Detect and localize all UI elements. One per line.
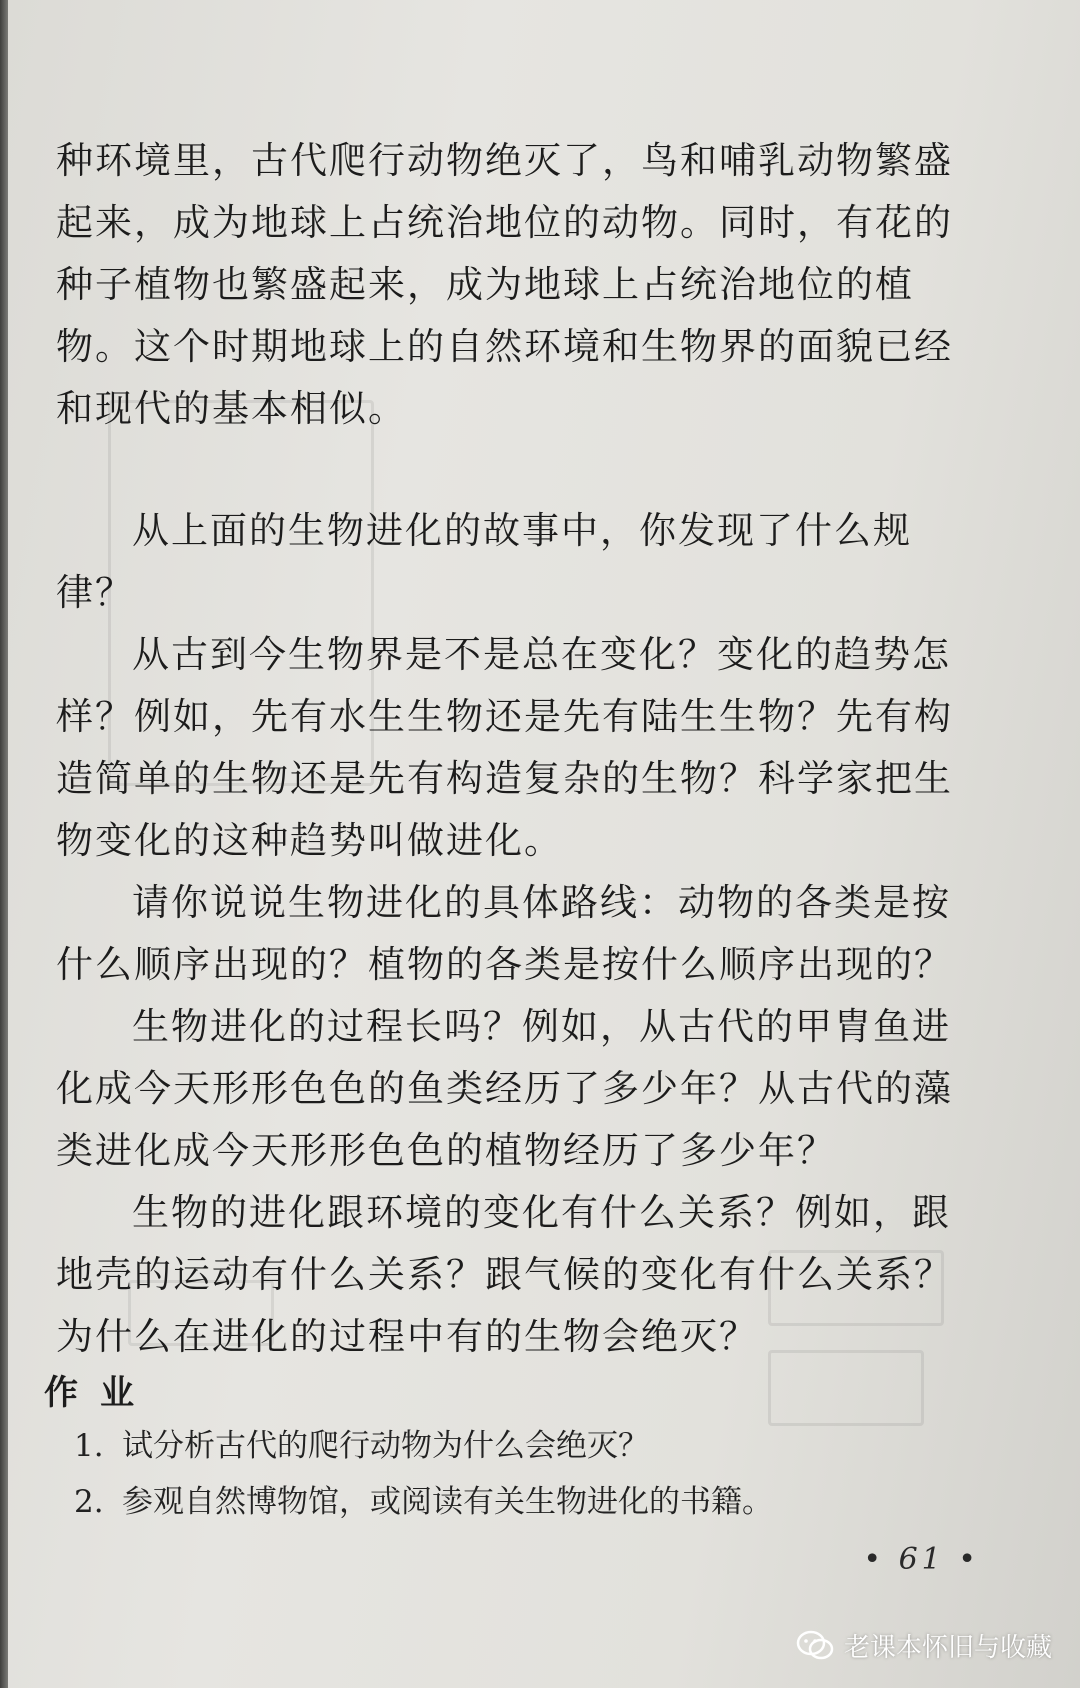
- paragraph: 种环境里，古代爬行动物绝灭了，鸟和哺乳动物繁盛起来，成为地球上占统治地位的动物。同时，有花的种子植物也繁盛起来，成为地球上占统治地位的植物。这个时期地球上的自然环境和生物界的面貌已经和现代的基本相似。: [56, 139, 953, 430]
- paragraph: 生物的进化跟环境的变化有什么关系？例如，跟地壳的运动有什么关系？跟气候的变化有什么关系？为什么在进化的过程中有的生物会绝灭？: [56, 1191, 953, 1358]
- paragraph: 从上面的生物进化的故事中，你发现了什么规律？: [56, 509, 912, 614]
- homework-item: [74, 1474, 773, 1530]
- wechat-icon: [796, 1630, 834, 1662]
- paragraph: 从古到今生物界是不是总在变化？变化的趋势怎样？例如，先有水生生物还是先有陆生生物？先有构造简单的生物还是先有构造复杂的生物？科学家把生物变化的这种趋势叫做进化。: [56, 633, 953, 862]
- homework-item-text: 参观自然博物馆，或阅读有关生物进化的书籍。: [122, 1484, 773, 1520]
- paragraph-block-top: [56, 130, 986, 440]
- homework-item: [74, 1418, 773, 1474]
- homework-item-number: 1.: [74, 1428, 104, 1464]
- homework-list: [74, 1418, 773, 1530]
- homework-item-text: 试分析古代的爬行动物为什么会绝灭？: [122, 1428, 649, 1464]
- watermark: [796, 1627, 1052, 1664]
- watermark-text: 老课本怀旧与收藏: [843, 1633, 1052, 1663]
- paragraph-block-questions: [56, 500, 986, 1368]
- page-number: • 61 •: [863, 1542, 980, 1577]
- paragraph: 请你说说生物进化的具体路线：动物的各类是按什么顺序出现的？植物的各类是按什么顺序出现的？: [56, 881, 953, 986]
- homework-item-number: 2.: [74, 1484, 104, 1520]
- paragraph: 生物进化的过程长吗？例如，从古代的甲胄鱼进化成今天形形色色的鱼类经历了多少年？从古代的藻类进化成今天形形色色的植物经历了多少年？: [56, 1005, 953, 1172]
- homework-heading: 作业: [44, 1373, 156, 1413]
- book-page: [8, 0, 1080, 1688]
